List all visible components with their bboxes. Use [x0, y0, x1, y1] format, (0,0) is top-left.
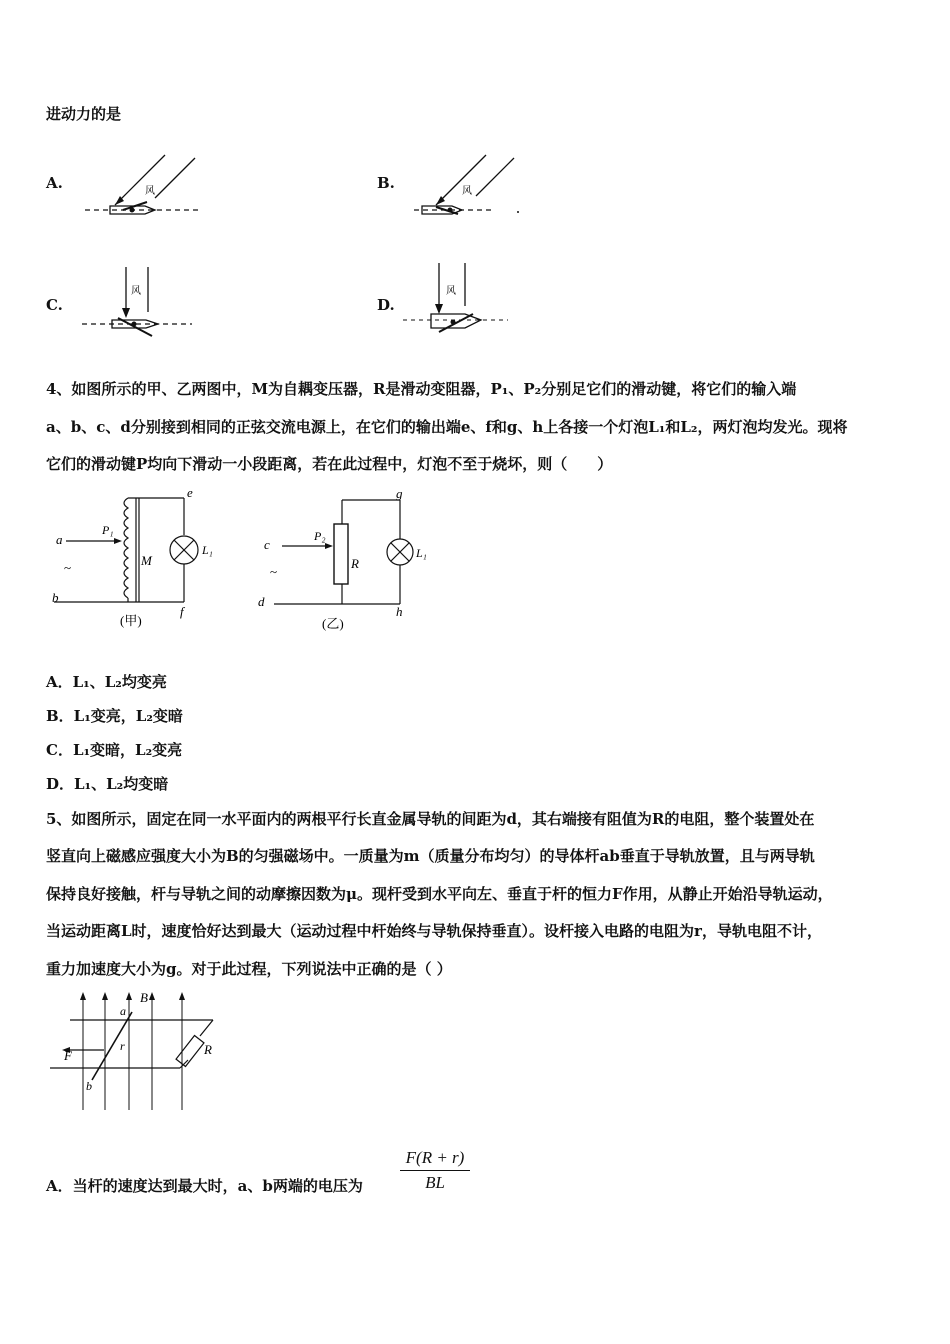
q5-label-a: a	[120, 1004, 126, 1018]
q4-label-m: M	[141, 553, 152, 568]
q3-option-b-label: B.	[377, 174, 395, 192]
q5-label-b-end: b	[86, 1079, 92, 1093]
q3-wind-label-a: 风	[145, 186, 155, 197]
q5-option-a-fraction	[398, 1148, 472, 1193]
q5-label-r-resistor: R	[204, 1042, 212, 1057]
q3-wind-label-c: 风	[131, 286, 141, 297]
q4-circuit-diagram	[44, 488, 444, 640]
q5-line-1: 5、如图所示，固定在同一水平面内的两根平行长直金属导轨的间距为d，其右端接有阻值为R的电阻，整个装置处在	[46, 810, 815, 828]
q4-label-g: g	[396, 488, 403, 501]
q4-option-a: A．L₁、L₂均变亮	[46, 673, 167, 691]
q4-option-c: C．L₁变暗，L₂变亮	[46, 741, 183, 759]
q5-rail-diagram	[48, 988, 238, 1114]
q3-diagram-d	[403, 258, 518, 338]
q4-label-p2: P₂	[314, 529, 326, 543]
q4-label-f: f	[180, 604, 184, 619]
q4-label-r: R	[351, 556, 359, 571]
q4-label-l1-yi: L₁	[416, 546, 427, 560]
q4-label-e: e	[187, 488, 193, 500]
q3-diagram-a	[85, 150, 205, 230]
fraction-bar	[400, 1170, 470, 1171]
q5-label-r-rod: r	[120, 1039, 125, 1053]
q4-label-c: c	[264, 537, 270, 552]
q4-label-h: h	[396, 604, 403, 619]
q3-diagram-b	[414, 150, 524, 230]
q5-label-f: F	[64, 1048, 72, 1063]
q3-wind-label-d: 风	[446, 286, 456, 297]
fraction-denominator: BL	[425, 1173, 445, 1192]
q4-option-d: D．L₁、L₂均变暗	[46, 775, 169, 793]
q5-line-4: 当运动距离L时，速度恰好达到最大（运动过程中杆始终与导轨保持垂直）。设杆接入电路的电阻为r，导轨电阻不计，	[46, 922, 822, 940]
q4-line-1: 4、如图所示的甲、乙两图中，M为自耦变压器，R是滑动变阻器，P₁、P₂分别足它们的滑动键，将它们的输入端	[46, 380, 797, 398]
q4-option-b: B．L₁变亮，L₂变暗	[46, 707, 183, 725]
q4-label-tilde-2: ~	[270, 564, 278, 579]
q4-caption-yi: (乙)	[322, 616, 344, 631]
q4-line-3: 它们的滑动键P均向下滑动一小段距离，若在此过程中，灯泡不至于烧坏，则（ ）	[46, 455, 613, 473]
q4-label-l1-jia: L₁	[202, 543, 213, 557]
q3-diagram-c	[82, 262, 202, 342]
q5-line-3: 保持良好接触，杆与导轨之间的动摩擦因数为μ。现杆受到水平向左、垂直于杆的恒力F作用，从静止开始沿导轨运动，	[46, 885, 833, 903]
q5-option-a-text: A．当杆的速度达到最大时，a、b两端的电压为	[46, 1177, 363, 1195]
q4-line-2: a、b、c、d分别接到相同的正弦交流电源上，在它们的输出端e、f和g、h上各接一个灯泡L₁和L₂，两灯泡均发光。现将	[46, 418, 848, 436]
q5-line-2: 竖直向上磁感应强度大小为B的匀强磁场中。一质量为m（质量分布均匀）的导体杆ab垂直于导轨放置，且与两导轨	[46, 847, 815, 865]
q4-label-a: a	[56, 532, 63, 547]
q3-tail-text: 进动力的是	[46, 105, 122, 123]
q3-option-d-label: D.	[377, 296, 395, 314]
q5-label-b-field: B	[140, 990, 148, 1005]
q4-label-b: b	[52, 590, 59, 605]
q5-line-5: 重力加速度大小为g。对于此过程，下列说法中正确的是（ ）	[46, 960, 452, 978]
q3-option-a-label: A.	[46, 174, 63, 192]
q4-label-tilde-1: ~	[64, 560, 72, 575]
fraction-numerator: F(R + r)	[405, 1148, 465, 1167]
q4-label-p1: P₁	[102, 523, 114, 537]
q4-caption-jia: (甲)	[120, 613, 142, 628]
q3-option-c-label: C.	[46, 296, 63, 314]
q4-label-d: d	[258, 594, 265, 609]
q3-wind-label-b: 风	[462, 186, 472, 197]
